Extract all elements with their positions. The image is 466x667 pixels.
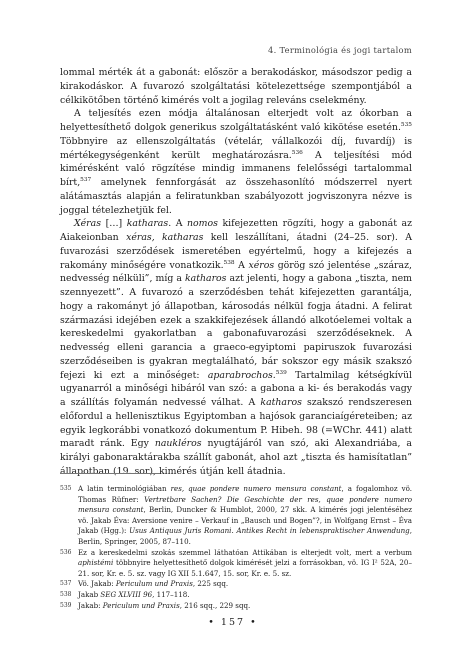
text-run: azt jelenti, hogy a gabona „tiszta, nem szennyezett”. A fuvarozó a szerződésben tehát kifejezetten garantálja, hogy a rakományt jó állapotban, károsodás nélkül fogja átadni. A felirat származási idejében ezek a szakkifejezések állandó alkotóelemei voltak a kereskedelmi gyakorlatban a gabonafuvarozási szerződéseknek. A nedvesség elleni garancia a graeco-egyiptomi papiruszok fuvarozási szerződéseiben is gyakran megtalálható, bár sokszor egy másik szakszó fejezi ki ezt a minőséget: — [60, 273, 412, 381]
text-run: nyugtájáról van szó, aki Alexandriába, a királyi gabonaraktárakba szállít gabonát, ahol azt „tiszta és hamisítatlan” állapotban (19. sor), kimérés útján kell átadnia. — [60, 438, 412, 477]
footnote-ref: 535 — [400, 121, 412, 128]
text-run: Jakab — [78, 589, 101, 599]
text-run: Tartalmilag kétségkívül ugyanarról a minőségi hibáról van szó: a gabona a ki- és berakodás vagy a szállítás folyamán nedvessé válhat. A — [60, 369, 412, 408]
italic-term: xéros — [248, 259, 275, 271]
footnote — [60, 590, 412, 601]
italic-term: Xéras — [74, 218, 102, 230]
footnote-number: 537 — [60, 580, 72, 588]
italic-term: aphistémi — [78, 558, 114, 568]
italic-term: katharas — [126, 218, 169, 230]
main-text — [60, 66, 412, 479]
text-run: […] — [101, 218, 127, 230]
text-run: lommal mérték át a gabonát: először a berakodáskor, másodszor pedig a kirakodáskor. A fuvarozó szolgáltatási kötelezettsége szempontjából a célkikötőben történő kimérés volt a jogilag releváns cselekmény. — [60, 67, 412, 106]
text-run: , 117–118. — [152, 589, 190, 599]
text-run: Vö. Jakab: — [78, 579, 116, 589]
italic-term: Periculum und Praxis — [102, 600, 180, 610]
footnote — [60, 484, 412, 548]
text-run: . A — [168, 218, 188, 230]
italic-term: nomos — [187, 218, 218, 230]
text-run: A teljesítési mód kimérésként való rögzítése mindig immanens felelősségi tartalommal bírt, — [60, 149, 412, 188]
footnote — [60, 548, 412, 580]
paragraph — [60, 217, 412, 478]
footnote-text — [78, 601, 412, 612]
italic-term: SEG XLVIII 96 — [100, 589, 153, 599]
footnote-ref: 537 — [80, 176, 92, 183]
text-run: A latin terminológiában — [78, 484, 171, 493]
footnote-ref: 536 — [291, 149, 303, 156]
text-run: , 225 sqq. — [192, 579, 229, 589]
italic-term: naukléros — [154, 438, 202, 450]
footnote-text — [78, 590, 412, 601]
text-run: , a fogalomhoz vö. Thomas Rüfner: — [78, 484, 412, 504]
footnote-separator — [60, 473, 160, 474]
footnote-text — [78, 548, 412, 580]
text-run: többnyire helyettesíthető dolgok kimérését jelzi a forrásokban, vö. IG I² 52A, 20–21. sor, Kr. e. 5. sz. vagy IG XII 5.1.647, 15. sor, Kr. e. 5. sz. — [78, 558, 412, 578]
footnote — [60, 601, 412, 612]
footnote-number: 536 — [60, 548, 72, 556]
italic-term: aparabrochos — [207, 369, 273, 381]
text-run: A teljesítés ezen módja általánosan elterjedt volt az ókorban a helyettesíthető dolgok generikus szolgáltatásként való kikötése esetén. — [60, 108, 412, 133]
italic-term: katharos — [185, 273, 227, 285]
footnote-text — [78, 579, 412, 590]
text-run: Ez a kereskedelmi szokás szemmel láthatóan Attikában is elterjedt volt, mert a verbum — [78, 547, 412, 557]
text-run: amelynek fennforgását az összehasonlító módszerrel nyert alátámasztás alapján a feliratunkban szabályozott jogviszonyra nézve is joggal tételezhetjük fel. — [60, 177, 412, 216]
page-number: • 157 • — [208, 617, 258, 628]
italic-term: xéras, katharas — [126, 232, 204, 243]
italic-term: Vertretbare Sachen? Die Geschichte der res, quae pondere numero mensura constant — [78, 494, 412, 515]
text-run: Jakab: — [78, 600, 103, 610]
footnote-number: 539 — [60, 601, 72, 609]
footnote-ref: 539 — [275, 369, 287, 376]
text-run: . — [272, 369, 276, 381]
italic-term: res, quae pondere numero mensura constant — [170, 484, 342, 493]
paragraph — [60, 66, 412, 107]
text-run: kifejezetten rögzíti, hogy a gabonát az Aiakeionban — [60, 218, 413, 243]
footnote-number: 535 — [60, 485, 72, 492]
text-run: , 216 sqq., 229 sqq. — [179, 600, 251, 610]
text-run: , Berlin, Duncker & Humblot, 2000, 27 skk. A kimérés jogi jelentéséhez vö. Jakab Éva: Aversione venire – Verkauf in „Bausch und Bogen”?, in Wolfgang Ernst – Éva Jakab (Hgg.): — [78, 505, 412, 536]
text-run: kell leszállítani, átadni (24–25. sor). A fuvarozási szerződések ismeretében egyértelmű, hogy a kifejezés a rakomány minőségére vonatkozik. — [60, 232, 413, 271]
text-run: görög szó jelentése „száraz, nedvesség nélküli”, míg a — [60, 259, 412, 285]
footnote-number: 538 — [60, 590, 72, 598]
text-run: Többnyire az ellenszolgáltatás (vételár, vállalkozói díj, fuvardíj) is mértékegységenként került meghatározásra. — [60, 135, 412, 161]
text-run: , Berlin, Springer, 2005, 87–110. — [78, 526, 412, 546]
paragraph — [60, 107, 412, 217]
running-header: 4. Terminológia és jogi tartalom — [268, 45, 412, 55]
italic-term: Usus Antiquus Juris Romani. Antikes Recht in lebenspraktischer Anwendung — [129, 526, 410, 536]
footnotes — [60, 484, 412, 611]
text-run: szakszó rendszeresen előfordul a hellenisztikus Egyiptomban a hajósok garanciaígéreteiben; az egyik legkorábbi vonatkozó dokumentum P. Hibeh. 98 (=WChr. 441) alatt maradt ránk. Egy — [60, 397, 412, 450]
footnote — [60, 579, 412, 590]
italic-term: Periculum und Praxis — [115, 579, 193, 589]
text-run: A — [234, 259, 249, 271]
footnote-text — [78, 484, 412, 548]
footnote-ref: 538 — [223, 259, 235, 266]
italic-term: katharos — [260, 397, 302, 408]
